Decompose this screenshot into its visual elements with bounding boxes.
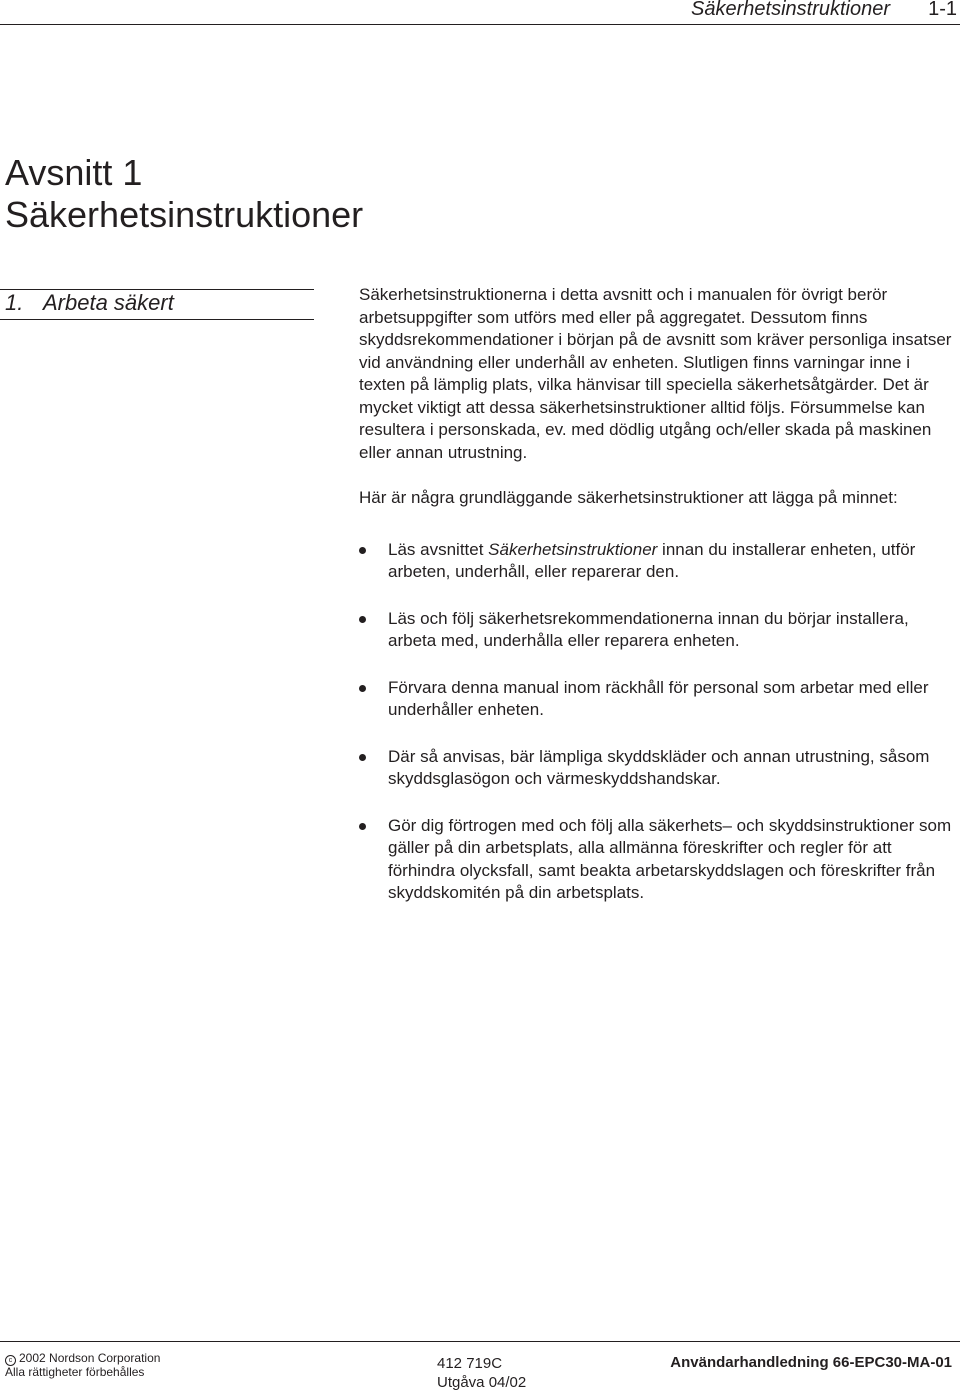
section-heading bbox=[5, 290, 174, 316]
footer-rule bbox=[0, 1341, 960, 1342]
section-title: Arbeta säkert bbox=[43, 290, 174, 315]
edition: Utgåva 04/02 bbox=[437, 1374, 527, 1391]
safety-list bbox=[359, 539, 959, 905]
footer-copyright bbox=[5, 1352, 160, 1379]
list-item-text: Förvara denna manual inom räckhåll för personal som arbetar med eller underhåller enheten. bbox=[388, 677, 929, 719]
list-item bbox=[359, 677, 959, 722]
list-item bbox=[359, 608, 959, 653]
list-item bbox=[359, 539, 959, 584]
footer-manual-title: Användarhandledning 66-EPC30-MA-01 bbox=[670, 1354, 952, 1371]
list-item-text: innan du installerar enheten, utför arbeten, underhåll, eller reparerar den. bbox=[388, 539, 916, 581]
chapter-number: Avsnitt 1 bbox=[5, 152, 143, 193]
intro-paragraph: Säkerhetsinstruktionerna i detta avsnitt och i manualen för övrigt berör arbetsuppgifter som utförs med eller på aggregatet. Dessutom finns skyddsrekommendationer i början på de avsnitt som kräver personliga insatser vid användning eller underhåll av enheten. Slutligen finns varningar inne i texten på lämplig plats, vilka hänvisar till speciella säkerhetsåtgärder. Det är mycket viktigt att dessa säkerhetsinstruktioner alltid följs. Försummelse kan resultera i personskada, ev. med dödlig utgång och/eller skada på maskinen eller annan utrustning. bbox=[359, 285, 952, 462]
chapter-name: Säkerhetsinstruktioner bbox=[5, 194, 364, 235]
bullet-icon bbox=[359, 823, 366, 830]
section-number: 1. bbox=[5, 290, 24, 315]
emphasis-text: Säkerhetsinstruktioner bbox=[488, 539, 658, 559]
chapter-title bbox=[5, 152, 363, 236]
list-item-text: Där så anvisas, bär lämpliga skyddskläder och annan utrustning, såsom skyddsglasögon och värmeskyddshandskar. bbox=[388, 746, 930, 788]
list-item-text: Gör dig förtrogen med och följ alla säkerhets– och skyddsinstruktioner som gäller på din arbetsplats, alla allmänna föreskrifter och regler för att förhindra olycksfall, samt beakta arbetarskyddslagen och föreskrifter från skyddskomitén på din arbetsplats. bbox=[388, 815, 952, 902]
copyright-text: 2002 Nordson Corporation bbox=[19, 1351, 161, 1365]
header-rule bbox=[0, 24, 960, 25]
rights-text: Alla rättigheter förbehålles bbox=[5, 1365, 145, 1379]
part-number: 412 719C bbox=[437, 1355, 503, 1372]
footer-part-number bbox=[437, 1354, 526, 1392]
bullet-icon bbox=[359, 685, 366, 692]
page-number: 1-1 bbox=[928, 0, 957, 20]
running-header-title: Säkerhetsinstruktioner bbox=[691, 0, 890, 20]
bullet-icon bbox=[359, 616, 366, 623]
list-item bbox=[359, 815, 959, 905]
list-item-text: Läs och följ säkerhetsrekommendationerna innan du börjar installera, arbeta med, underhålla eller reparera enheten. bbox=[388, 608, 909, 650]
copyright-icon: c bbox=[5, 1355, 16, 1366]
list-item-text: Läs avsnittet bbox=[388, 539, 489, 559]
list-item bbox=[359, 746, 959, 791]
bullet-icon bbox=[359, 754, 366, 761]
section-body bbox=[359, 284, 959, 929]
section-rule-bottom bbox=[0, 319, 314, 320]
bullet-icon bbox=[359, 547, 366, 554]
lead-paragraph: Här är några grundläggande säkerhetsinstruktioner att lägga på minnet: bbox=[359, 488, 898, 507]
